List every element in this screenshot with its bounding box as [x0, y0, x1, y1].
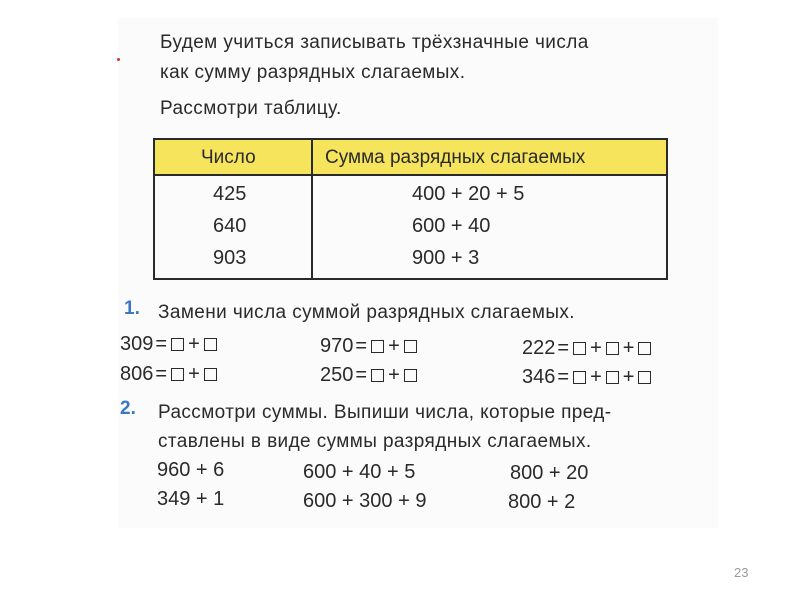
task-2-sum: 349 + 1 [157, 488, 225, 510]
task-2-sum: 960 + 6 [157, 459, 225, 481]
intro-line-1: Будем учиться записывать трёхзначные числа [160, 32, 589, 53]
place-value-table [153, 138, 668, 280]
table-row-sum: 900 + 3 [412, 247, 480, 269]
task-1-item: 222 = + + [522, 337, 653, 360]
table-divider [311, 140, 313, 278]
table-row-number: 640 [213, 215, 247, 237]
intro-line-3: Рассмотри таблицу. [160, 98, 342, 119]
task-1-item: 346 = + + [522, 366, 653, 389]
red-mark [117, 58, 120, 61]
task-1-item: 250 = + [320, 364, 419, 387]
table-row-sum: 600 + 40 [412, 215, 491, 237]
intro-line-2: как сумму разрядных слагаемых. [160, 62, 466, 83]
task-1-item: 309 = + [120, 333, 219, 356]
task-2-number: 2. [120, 398, 136, 419]
task-2-sum: 600 + 300 + 9 [303, 490, 427, 512]
task-2-sum: 600 + 40 + 5 [303, 461, 416, 483]
table-row-sum: 400 + 20 + 5 [412, 183, 525, 205]
task-2-line-1: Рассмотри суммы. Выпиши числа, которые пред- [158, 402, 612, 423]
header-number: Число [201, 147, 256, 168]
task-2-line-2: ставлены в виде суммы разрядных слагаемых. [158, 431, 592, 452]
task-1-text: Замени числа суммой разрядных слагаемых. [158, 302, 575, 323]
table-row-number: 903 [213, 247, 247, 269]
task-1-item: 806 = + [120, 363, 219, 386]
task-2-sum: 800 + 20 [510, 462, 589, 484]
task-1-number: 1. [124, 298, 140, 319]
task-2-sum: 800 + 2 [508, 491, 576, 513]
header-sum: Сумма разрядных слагаемых [325, 147, 586, 168]
task-1-item: 970 = + [320, 335, 419, 358]
table-row-number: 425 [213, 183, 247, 205]
page-number: 23 [734, 565, 749, 580]
